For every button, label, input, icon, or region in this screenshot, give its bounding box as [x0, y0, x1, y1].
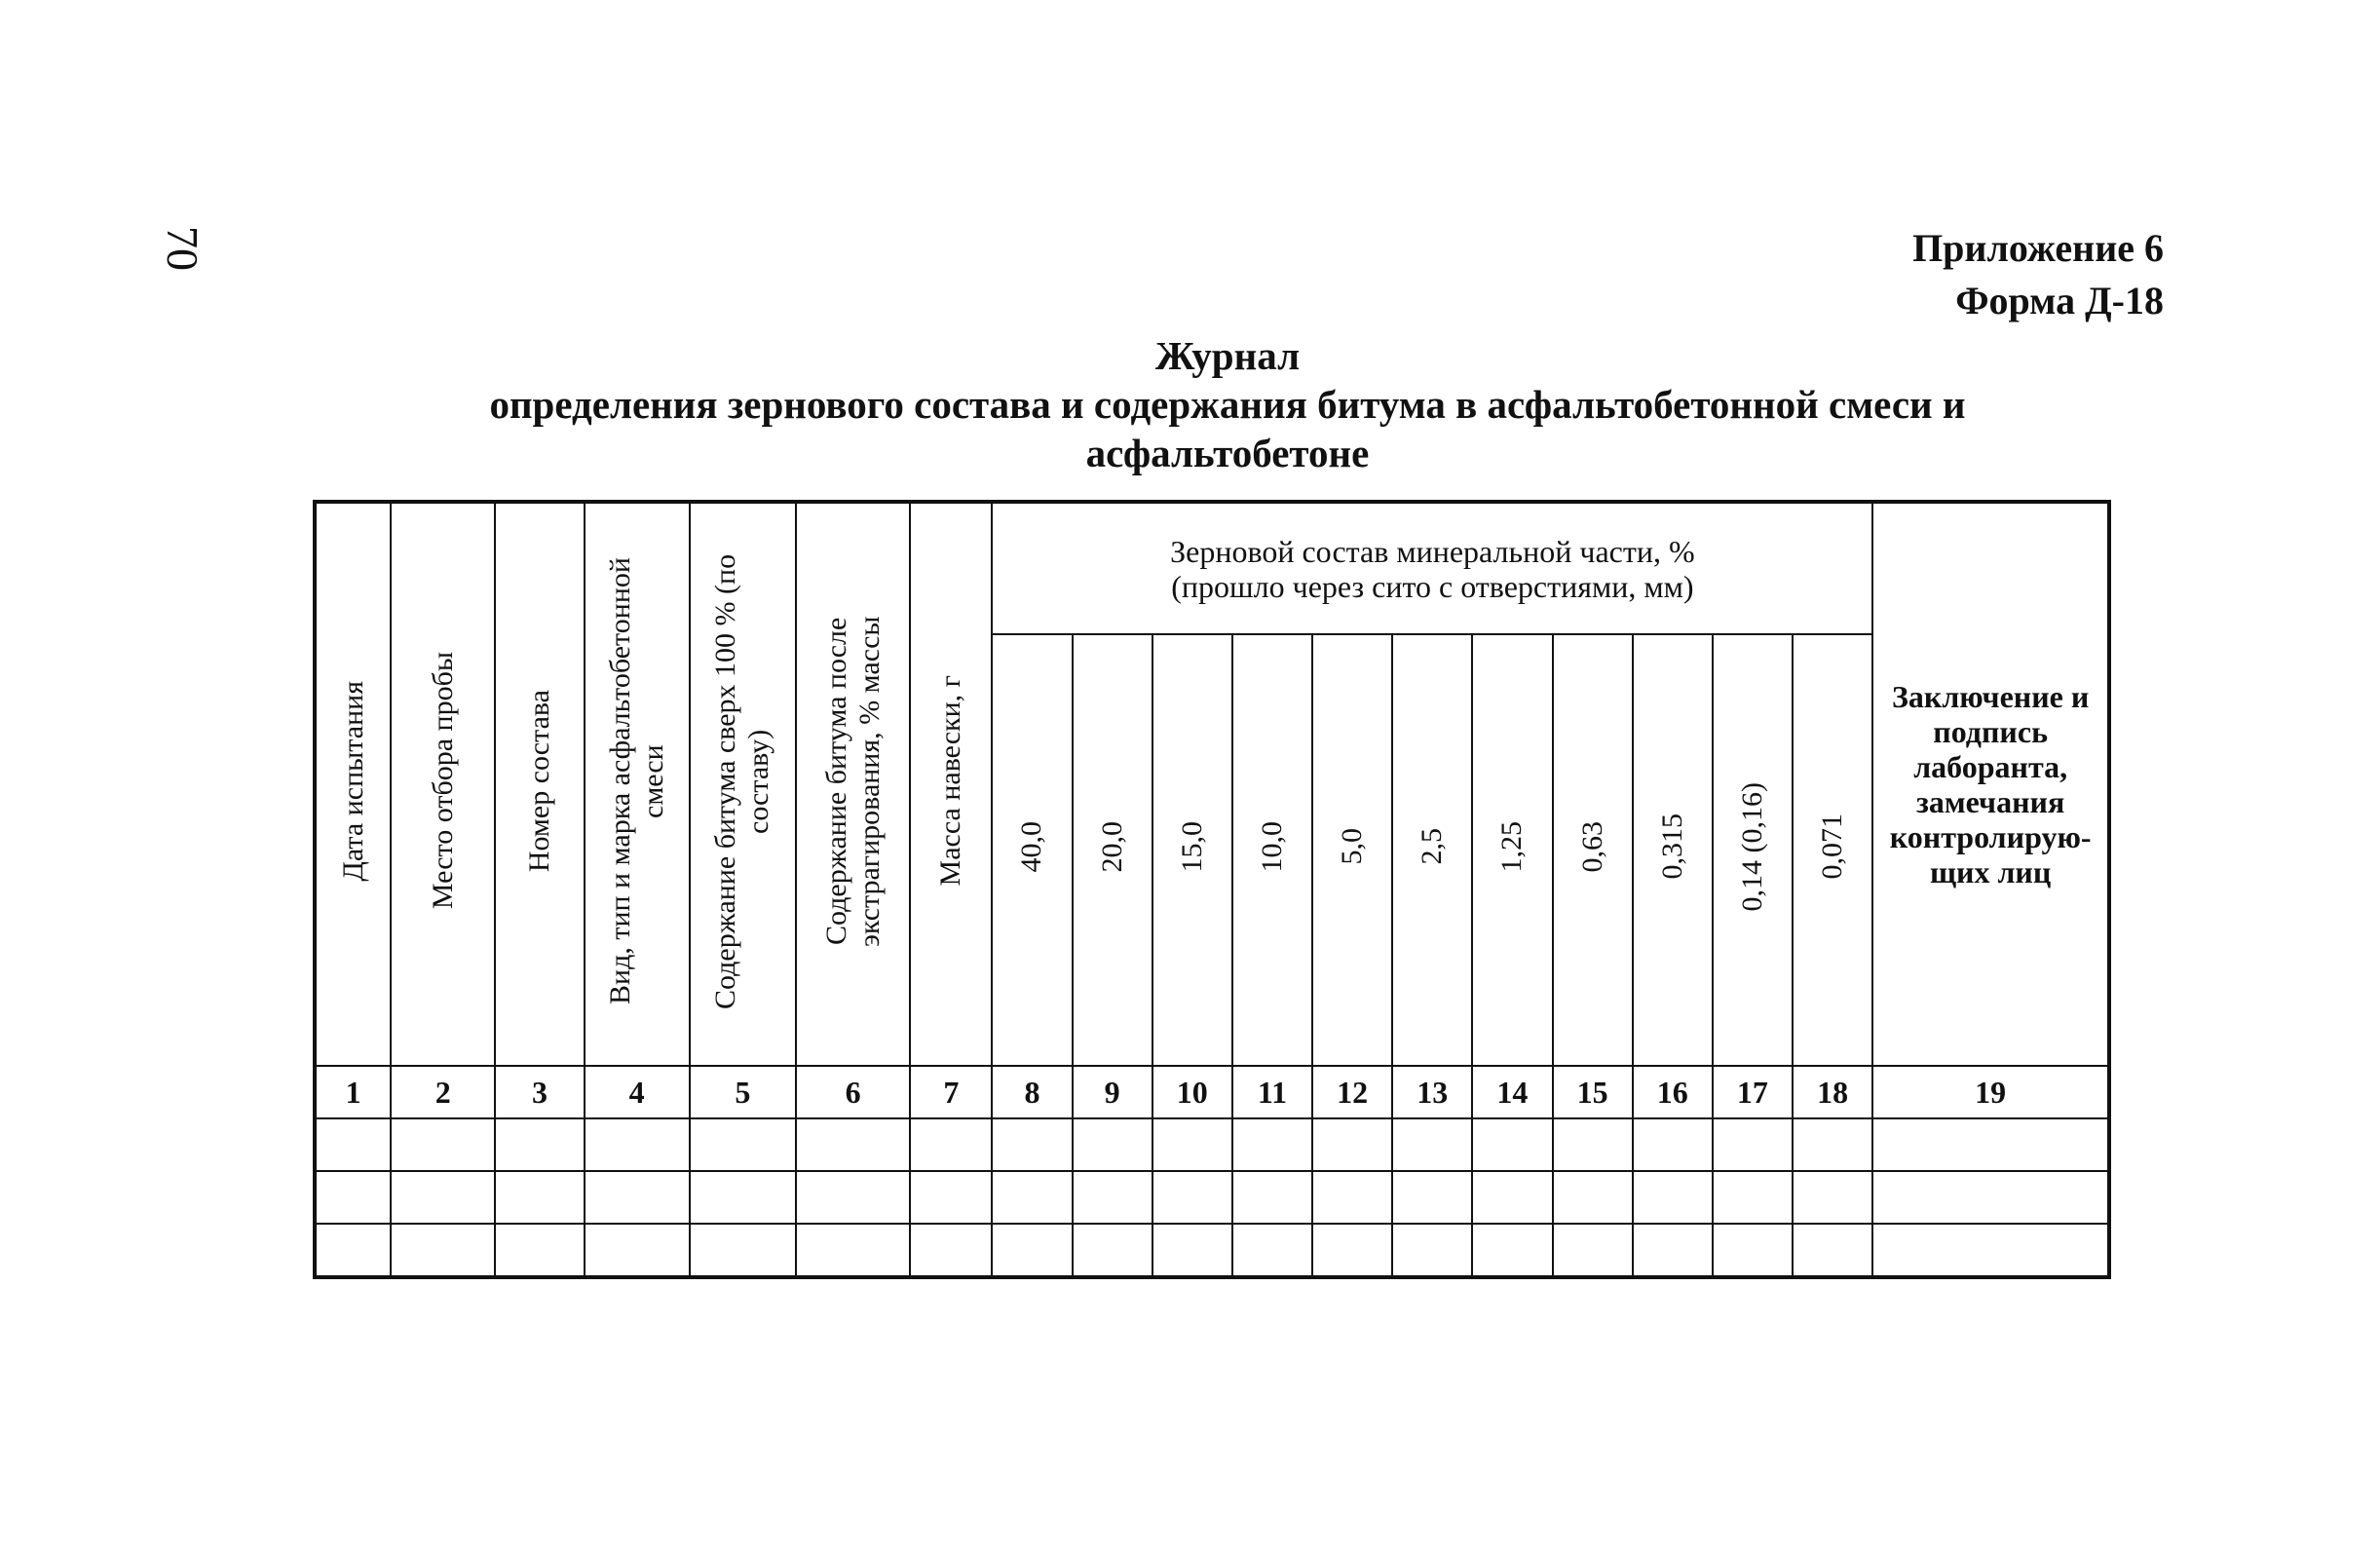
- blank-cell: [1553, 1171, 1633, 1224]
- blank-cell: [1872, 1171, 2109, 1224]
- column-number: 19: [1872, 1066, 2109, 1118]
- blank-cell: [1633, 1224, 1713, 1277]
- column-number: 3: [495, 1066, 584, 1118]
- column-number: 17: [1713, 1066, 1793, 1118]
- blank-cell: [1553, 1118, 1633, 1171]
- sieve-header: [1713, 634, 1793, 1066]
- sieve-header: [1232, 634, 1312, 1066]
- blank-cell: [1152, 1171, 1232, 1224]
- appendix-label: Приложение 6: [1912, 226, 2164, 270]
- column-number: 8: [992, 1066, 1072, 1118]
- blank-cell: [910, 1118, 992, 1171]
- blank-cell: [1793, 1224, 1872, 1277]
- sieve-header: [992, 634, 1072, 1066]
- column-number: 10: [1152, 1066, 1232, 1118]
- blank-cell: [1553, 1224, 1633, 1277]
- sieve-size: 0,071: [1816, 813, 1849, 880]
- blank-cell: [910, 1171, 992, 1224]
- sieve-header: [1152, 634, 1232, 1066]
- blank-cell: [910, 1224, 992, 1277]
- sieve-header: [1392, 634, 1472, 1066]
- blank-cell: [690, 1118, 796, 1171]
- blank-cell: [495, 1224, 584, 1277]
- column-number: 2: [391, 1066, 495, 1118]
- blank-cell: [1073, 1171, 1152, 1224]
- sieve-header: [1793, 634, 1872, 1066]
- blank-cell: [1392, 1118, 1472, 1171]
- column-number-row: [315, 1066, 2109, 1118]
- blank-cell: [992, 1171, 1072, 1224]
- blank-cell: [1392, 1224, 1472, 1277]
- sieve-size: 0,14 (0,16): [1735, 781, 1768, 912]
- column-number: 4: [585, 1066, 690, 1118]
- column-number: 18: [1793, 1066, 1872, 1118]
- blank-cell: [1633, 1118, 1713, 1171]
- blank-cell: [391, 1118, 495, 1171]
- blank-cell: [1713, 1171, 1793, 1224]
- sieve-size: 40,0: [1015, 820, 1048, 873]
- blank-cell: [1312, 1171, 1392, 1224]
- blank-cell: [1073, 1224, 1152, 1277]
- column-number: 7: [910, 1066, 992, 1118]
- blank-cell: [796, 1118, 910, 1171]
- sieve-header: [1633, 634, 1713, 1066]
- document-title: [312, 331, 2143, 477]
- title-line-1: Журнал: [1154, 333, 1301, 378]
- blank-cell: [315, 1118, 391, 1171]
- sieve-header: [1312, 634, 1392, 1066]
- blank-cell: [796, 1171, 910, 1224]
- blank-cell: [992, 1224, 1072, 1277]
- blank-row: [315, 1118, 2109, 1171]
- grain-composition-line-1: Зерновой состав минеральной части, %: [1170, 533, 1695, 569]
- header-bitumen-extracted: Содержание битума после экстрагирования, % массы: [819, 615, 886, 947]
- column-number: 15: [1553, 1066, 1633, 1118]
- header-sampling-place: Место отбора пробы: [426, 652, 459, 910]
- appendix-header: [1912, 222, 2164, 327]
- blank-cell: [1312, 1224, 1392, 1277]
- header-cell: [391, 502, 495, 1066]
- title-line-3: асфальтобетоне: [1085, 431, 1370, 475]
- sieve-size: 20,0: [1095, 820, 1128, 873]
- blank-cell: [315, 1171, 391, 1224]
- form-label: Форма Д-18: [1955, 279, 2164, 322]
- blank-cell: [690, 1224, 796, 1277]
- blank-cell: [1232, 1171, 1312, 1224]
- column-number: 5: [690, 1066, 796, 1118]
- blank-cell: [1793, 1118, 1872, 1171]
- header-cell: [690, 502, 796, 1066]
- blank-cell: [585, 1171, 690, 1224]
- column-number: 12: [1312, 1066, 1392, 1118]
- sieve-size: 5,0: [1336, 828, 1369, 865]
- sieve-size: 10,0: [1255, 820, 1288, 873]
- sieve-size: 15,0: [1175, 820, 1208, 873]
- sieve-header: [1553, 634, 1633, 1066]
- journal-table: [313, 500, 2111, 1279]
- sieve-size: 2,5: [1416, 828, 1449, 865]
- blank-cell: [1152, 1224, 1232, 1277]
- header-conclusion: [1872, 502, 2109, 1066]
- blank-row: [315, 1171, 2109, 1224]
- sieve-size: 1,25: [1495, 820, 1529, 873]
- blank-cell: [796, 1224, 910, 1277]
- blank-cell: [690, 1171, 796, 1224]
- blank-cell: [1312, 1118, 1392, 1171]
- sieve-size: 0,315: [1655, 813, 1688, 880]
- blank-cell: [495, 1118, 584, 1171]
- header-test-date: Дата испытания: [336, 680, 369, 882]
- header-sample-mass: Масса навески, г: [934, 675, 967, 887]
- blank-cell: [992, 1118, 1072, 1171]
- column-number: 9: [1073, 1066, 1152, 1118]
- column-number: 6: [796, 1066, 910, 1118]
- blank-row: [315, 1224, 2109, 1277]
- header-cell: [495, 502, 584, 1066]
- sieve-size: 0,63: [1575, 820, 1608, 873]
- grain-composition-line-2: (прошло через сито с отверстиями, мм): [1171, 568, 1694, 604]
- blank-cell: [585, 1118, 690, 1171]
- blank-cell: [1633, 1171, 1713, 1224]
- header-row-top: [315, 502, 2109, 634]
- header-bitumen-design: Содержание битума сверх 100 % (по составу): [709, 552, 775, 1009]
- blank-cell: [1472, 1171, 1552, 1224]
- page-number: 70: [158, 226, 208, 271]
- header-grain-composition: [992, 502, 1872, 634]
- blank-cell: [1793, 1171, 1872, 1224]
- blank-cell: [391, 1224, 495, 1277]
- blank-cell: [1472, 1118, 1552, 1171]
- column-number: 13: [1392, 1066, 1472, 1118]
- conclusion-text: Заключение и подпись лаборанта, замечания контролирую-щих лиц: [1889, 679, 2092, 889]
- title-line-2: определения зернового состава и содержания битума в асфальтобетонной смеси и: [489, 382, 1966, 427]
- blank-cell: [1713, 1224, 1793, 1277]
- header-cell: [585, 502, 690, 1066]
- column-number: 1: [315, 1066, 391, 1118]
- blank-cell: [1872, 1118, 2109, 1171]
- blank-cell: [1713, 1118, 1793, 1171]
- blank-cell: [1392, 1171, 1472, 1224]
- blank-cell: [1472, 1224, 1552, 1277]
- header-cell: [796, 502, 910, 1066]
- blank-cell: [495, 1171, 584, 1224]
- sieve-header: [1073, 634, 1152, 1066]
- blank-cell: [1073, 1118, 1152, 1171]
- header-mix-number: Номер состава: [522, 689, 555, 873]
- column-number: 14: [1472, 1066, 1552, 1118]
- blank-cell: [391, 1171, 495, 1224]
- header-mix-type: Вид, тип и марка асфальтобетонной смеси: [603, 557, 669, 1004]
- blank-cell: [1232, 1224, 1312, 1277]
- column-number: 16: [1633, 1066, 1713, 1118]
- header-cell: [315, 502, 391, 1066]
- blank-cell: [1872, 1224, 2109, 1277]
- header-cell: [910, 502, 992, 1066]
- column-number: 11: [1232, 1066, 1312, 1118]
- sieve-header: [1472, 634, 1552, 1066]
- blank-cell: [1152, 1118, 1232, 1171]
- blank-cell: [585, 1224, 690, 1277]
- blank-cell: [1232, 1118, 1312, 1171]
- blank-cell: [315, 1224, 391, 1277]
